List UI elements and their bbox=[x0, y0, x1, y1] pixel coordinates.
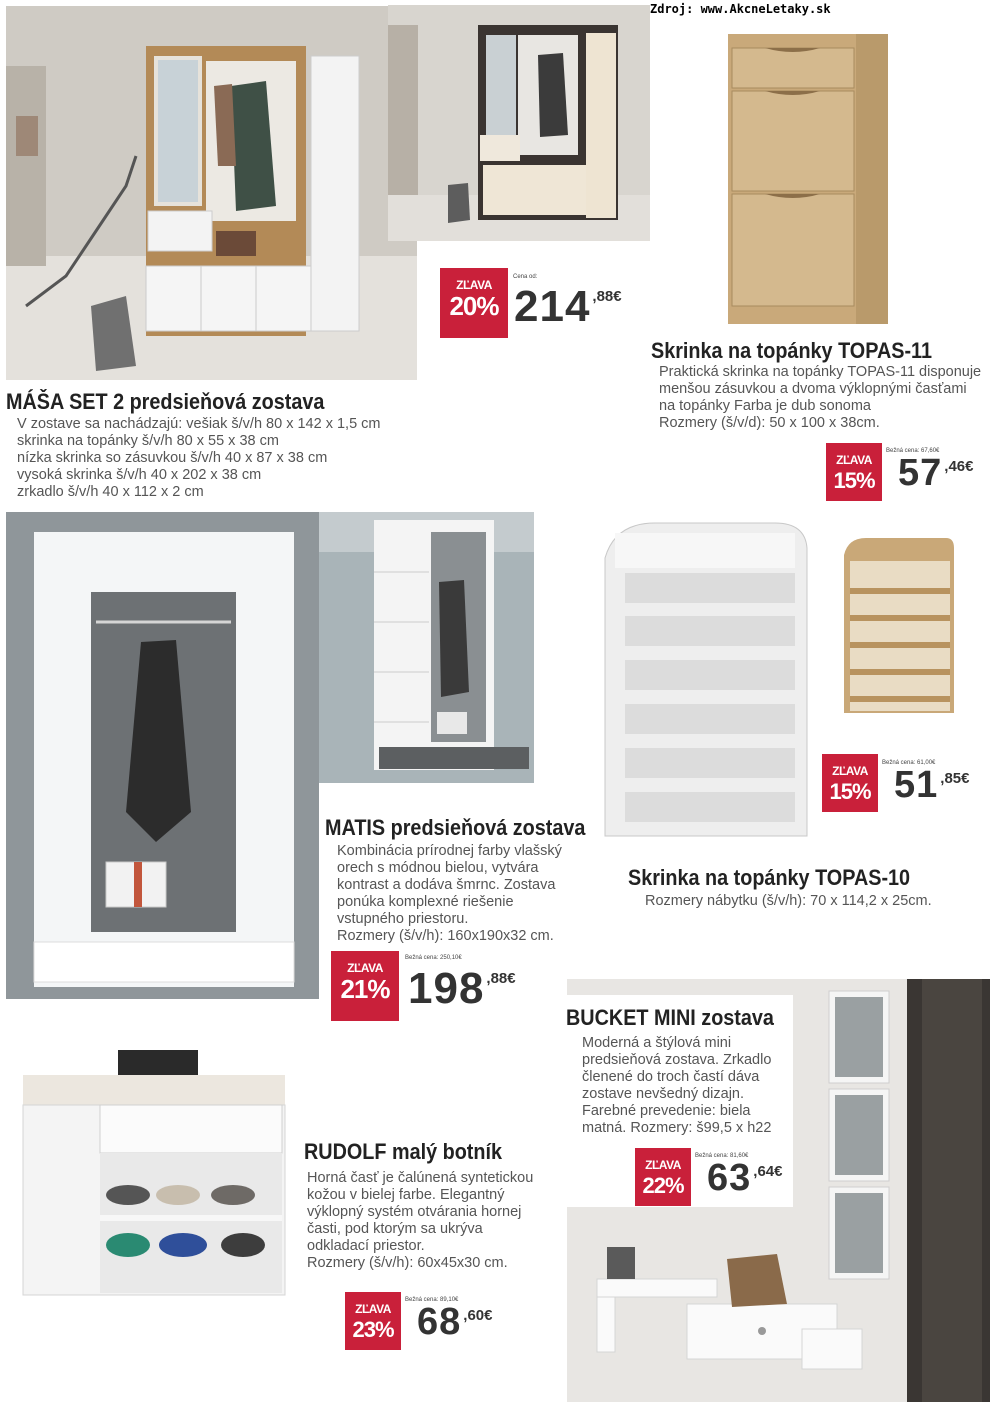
topas11-price-main: 57 bbox=[898, 452, 943, 494]
rudolf-discount-badge bbox=[345, 1292, 401, 1350]
matis-title: MATIS predsieňová zostava bbox=[325, 815, 586, 840]
topas10-description: Rozmery nábytku (š/v/h): 70 x 114,2 x 25cm. bbox=[645, 893, 932, 909]
rudolf-badge-percent: 23% bbox=[352, 1317, 394, 1342]
bucket-badge-percent: 22% bbox=[642, 1173, 684, 1198]
rudolf-description: Horná časť je čalúnená syntetickou kožou v bielej farbe. Elegantný výklopný systém otvárania hornej časti, pod ktorým sa ukrýva odkladací priestor. Rozmery (š/v/h): 60x45x30 cm. bbox=[307, 1170, 534, 1271]
bucket-price bbox=[707, 1157, 782, 1200]
masa-discount-badge bbox=[440, 268, 508, 338]
topas10-badge-label: ZĽAVA bbox=[832, 764, 868, 778]
bucket-discount-badge bbox=[635, 1148, 691, 1206]
topas11-price-cents: ,46€ bbox=[944, 458, 974, 475]
matis-discount-badge bbox=[331, 951, 399, 1021]
masa-description: V zostave sa nachádzajú: vešiak š/v/h 80 x 142 x 1,5 cm skrinka na topánky š/v/h 80 x 55 x 38 cm nízka skrinka so zásuvkou š/v/h 40 x 87 x 38 cm vysoká skrinka š/v/h 40 x 202 x 38 cm zrkadlo š/v/h 40 x 112 x 2 cm bbox=[17, 416, 381, 500]
masa-price-cents: ,88€ bbox=[592, 288, 622, 305]
bucket-title: BUCKET MINI zostava bbox=[566, 1005, 774, 1030]
topas10-discount-badge bbox=[822, 754, 878, 812]
masa-title: MÁŠA SET 2 predsieňová zostava bbox=[6, 389, 325, 414]
matis-photo-1 bbox=[6, 512, 319, 999]
topas10-price-cents: ,85€ bbox=[940, 770, 970, 787]
source-watermark: Zdroj: www.AkcneLetaky.sk bbox=[650, 2, 831, 16]
matis-regular-price: Bežná cena: 250,10€ bbox=[405, 955, 462, 961]
bucket-price-cents: ,64€ bbox=[753, 1163, 783, 1180]
masa-photo-1 bbox=[6, 6, 417, 380]
masa-badge-label: ZĽAVA bbox=[456, 278, 492, 292]
masa-photo-2 bbox=[388, 5, 650, 241]
matis-price bbox=[408, 964, 516, 1014]
matis-badge-percent: 21% bbox=[340, 974, 390, 1004]
topas11-discount-badge bbox=[826, 443, 882, 501]
topas11-regular-price: Bežná cena: 67,60€ bbox=[886, 448, 940, 454]
topas10-price bbox=[894, 764, 969, 807]
topas10-photo-white bbox=[595, 518, 815, 853]
matis-photo-2 bbox=[319, 512, 534, 783]
masa-price-main: 214 bbox=[514, 282, 591, 331]
matis-price-main: 198 bbox=[408, 964, 485, 1013]
topas11-title: Skrinka na topánky TOPAS-11 bbox=[651, 338, 932, 363]
masa-price-label: Cena od: bbox=[513, 274, 538, 280]
rudolf-title: RUDOLF malý botník bbox=[304, 1139, 503, 1164]
topas11-description: Praktická skrinka na topánky TOPAS-11 disponuje menšou zásuvkou a dvoma výklopnými časťami na topánky Farba je dub sonoma Rozmery (š/v/d): 50 x 100 x 38cm. bbox=[659, 364, 982, 431]
rudolf-price bbox=[417, 1301, 492, 1344]
bucket-badge-label: ZĽAVA bbox=[645, 1158, 681, 1172]
matis-description: Kombinácia prírodnej farby vlašský orech s módnou bielou, vytvára kontrast a dodáva šmrnc. Zostava ponúka komplexné riešenie vstupného priestoru. Rozmery (š/v/h): 160x190x32 cm. bbox=[337, 843, 562, 944]
topas10-photo-oak bbox=[836, 533, 962, 723]
masa-price bbox=[514, 282, 622, 332]
rudolf-price-main: 68 bbox=[417, 1301, 462, 1343]
matis-price-cents: ,88€ bbox=[486, 970, 516, 987]
masa-badge-percent: 20% bbox=[449, 291, 499, 321]
topas11-badge-percent: 15% bbox=[833, 468, 875, 493]
topas10-title: Skrinka na topánky TOPAS-10 bbox=[628, 865, 911, 890]
bucket-price-main: 63 bbox=[707, 1157, 752, 1199]
bucket-regular-price: Bežná cena: 81,60€ bbox=[695, 1153, 749, 1159]
rudolf-regular-price: Bežná cena: 89,10€ bbox=[405, 1297, 459, 1303]
topas10-badge-percent: 15% bbox=[829, 779, 871, 804]
matis-badge-label: ZĽAVA bbox=[347, 961, 383, 975]
rudolf-price-cents: ,60€ bbox=[463, 1307, 493, 1324]
topas11-price bbox=[898, 452, 973, 495]
bucket-description: Moderná a štýlová mini predsieňová zostava. Zrkadlo členené do troch častí dáva zostave nevšedný dizajn. Farebné prevedenie: biela matná. Rozmery: š99,5 x h22 bbox=[582, 1035, 772, 1136]
topas11-photo bbox=[720, 28, 890, 328]
topas10-price-main: 51 bbox=[894, 764, 939, 806]
rudolf-badge-label: ZĽAVA bbox=[355, 1302, 391, 1316]
rudolf-photo bbox=[18, 1045, 286, 1305]
topas11-badge-label: ZĽAVA bbox=[836, 453, 872, 467]
topas10-regular-price: Bežná cena: 61,00€ bbox=[882, 760, 936, 766]
